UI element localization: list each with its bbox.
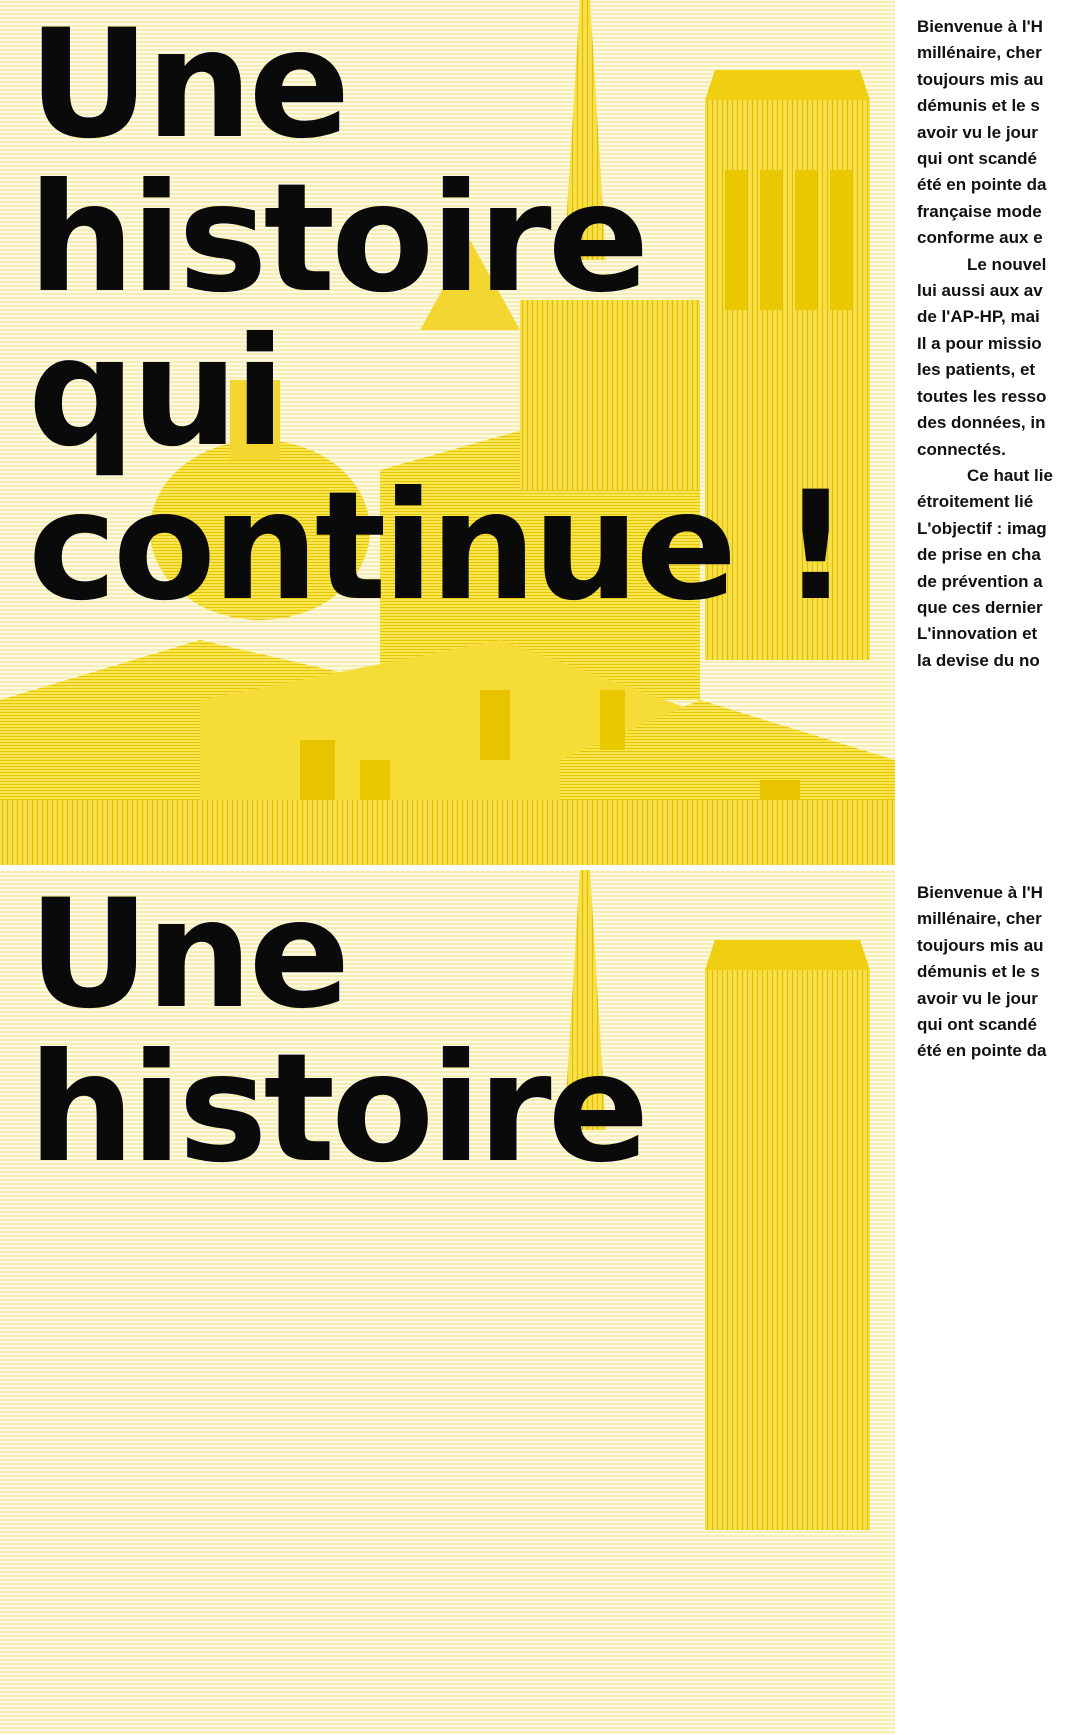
body-line: toujours mis au	[917, 935, 1044, 955]
headline-repeat	[28, 868, 646, 1196]
headline-line-4: continue !	[28, 460, 846, 634]
body-line: Ce haut lie	[967, 465, 1053, 485]
body-line: toutes les resso	[917, 386, 1047, 406]
body-line: de l'AP-HP, mai	[917, 307, 1040, 327]
body-line: millénaire, cher	[917, 909, 1042, 929]
body-line: Bienvenue à l'H	[917, 17, 1043, 36]
body-line: millénaire, cher	[917, 43, 1042, 63]
body-line: lui aussi aux av	[917, 281, 1043, 301]
body-line: conforme aux e	[917, 228, 1043, 248]
body-line: des données, in	[917, 413, 1046, 433]
headline-line-3: qui	[28, 306, 282, 480]
body-line: L'objectif : imag	[917, 518, 1047, 538]
body-line: de prévention a	[917, 571, 1043, 591]
body-line: L'innovation et	[917, 624, 1038, 644]
body-line: qui ont scandé	[917, 1015, 1037, 1035]
headline-line-1: Une	[28, 0, 347, 172]
body-line: Le nouvel	[967, 254, 1047, 274]
body-line: les patients, et	[917, 360, 1036, 380]
body-line: avoir vu le jour	[917, 988, 1038, 1008]
body-line: étroitement lié	[917, 492, 1034, 512]
hero-panel	[0, 0, 895, 865]
body-line: Il a pour missio	[917, 333, 1042, 353]
body-line: été en pointe da	[917, 1041, 1047, 1061]
intro-text-column	[917, 14, 1080, 674]
body-line: de prise en cha	[917, 545, 1041, 565]
body-line: que ces dernier	[917, 597, 1043, 617]
body-line: connectés.	[917, 439, 1006, 459]
headline-line-1: Une	[28, 868, 347, 1042]
body-line: qui ont scandé	[917, 149, 1037, 169]
body-line: toujours mis au	[917, 69, 1044, 89]
headline-line-2: histoire	[28, 1022, 646, 1196]
body-line: Bienvenue à l'H	[917, 883, 1043, 902]
body-line: été en pointe da	[917, 175, 1047, 195]
body-line: démunis et le s	[917, 962, 1040, 982]
hero-panel-repeat	[0, 868, 895, 1196]
headline-line-2: histoire	[28, 152, 646, 326]
body-line: avoir vu le jour	[917, 122, 1038, 142]
body-line: démunis et le s	[917, 96, 1040, 116]
body-line: la devise du no	[917, 650, 1040, 670]
body-line: française mode	[917, 201, 1042, 221]
intro-text-column-repeat	[917, 880, 1080, 1065]
headline	[28, 0, 846, 634]
